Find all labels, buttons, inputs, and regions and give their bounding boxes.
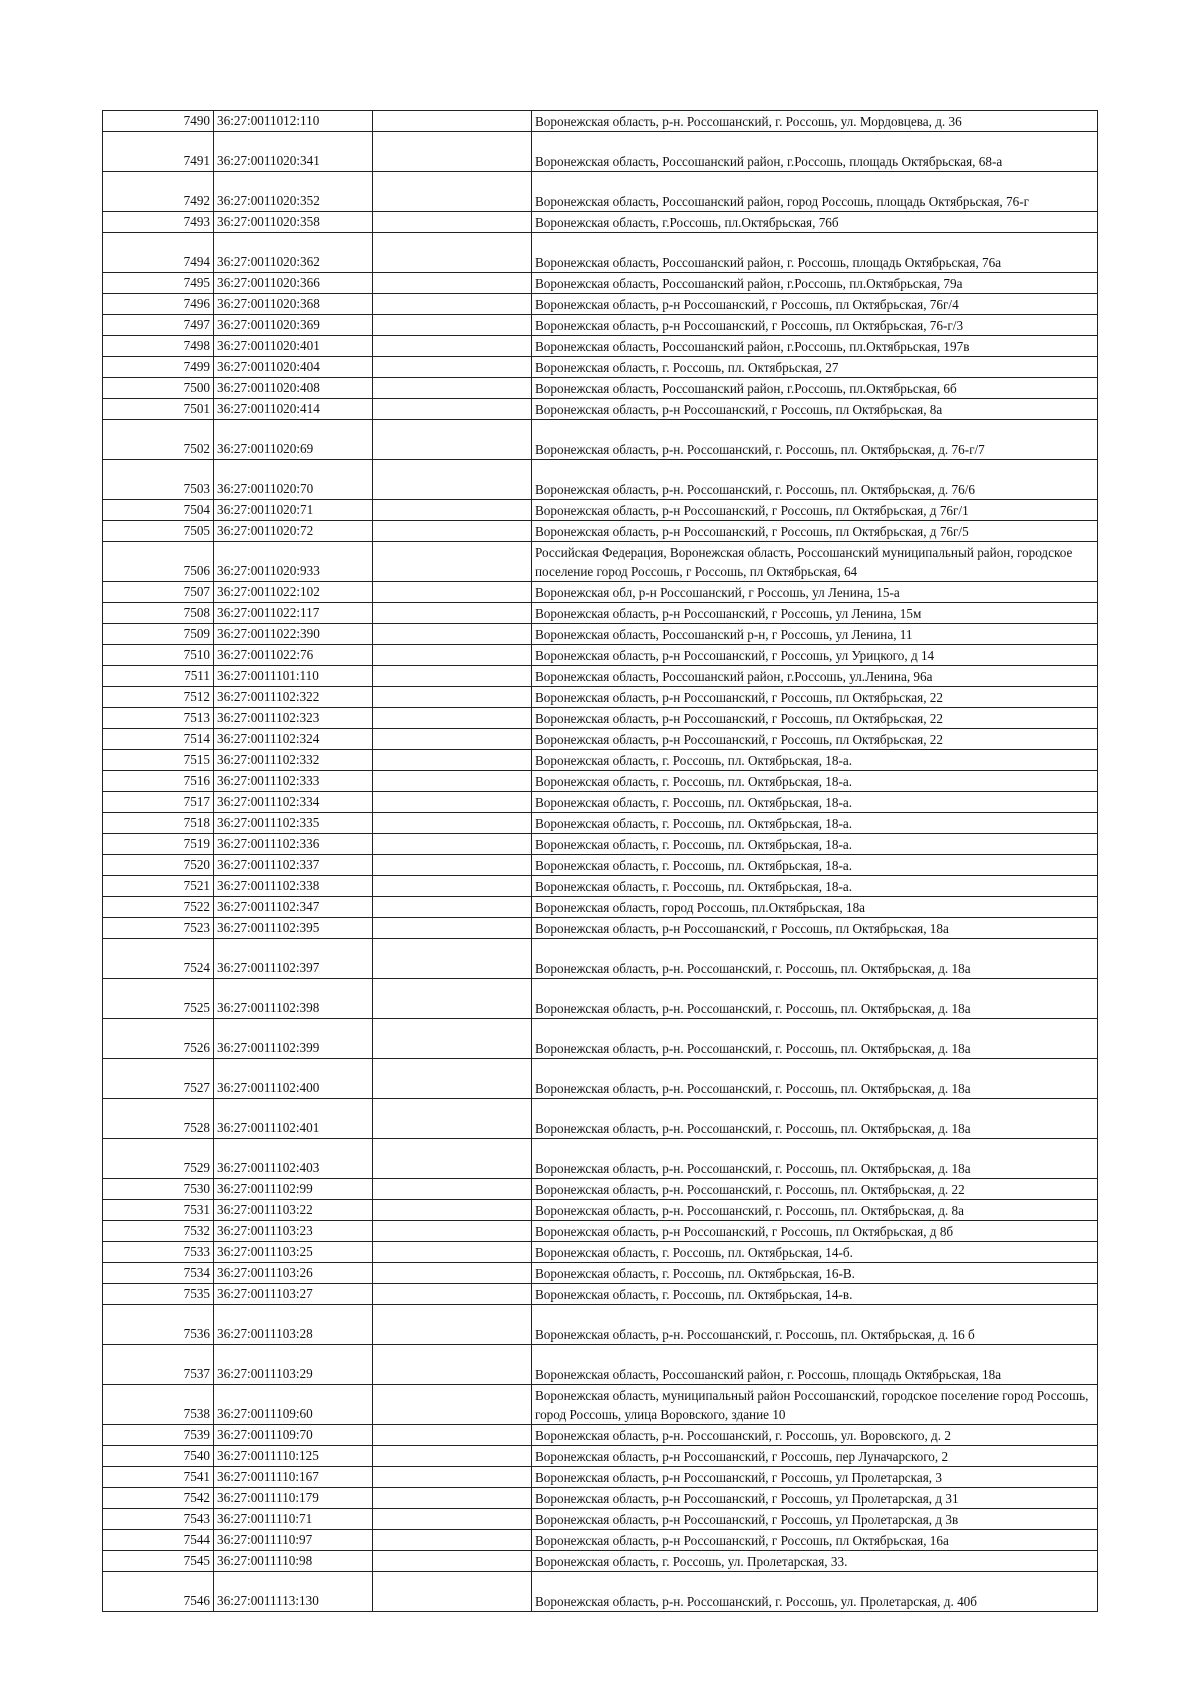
table-row [103,1284,1098,1305]
cadastral-number-cell: 36:27:0011110:97 [214,1530,373,1551]
address-cell: Воронежская область, Россошанский район, г.Россошь, пл.Октябрьская, 79а [532,273,1098,294]
empty-cell [373,1509,532,1530]
empty-cell [373,1059,532,1099]
registry-table-body [103,111,1098,1612]
cadastral-number-cell: 36:27:0011020:72 [214,521,373,542]
empty-cell [373,876,532,897]
row-number-cell: 7490 [103,111,214,132]
row-number-cell: 7524 [103,939,214,979]
address-cell: Воронежская область, муниципальный район Россошанский, городское поселение город Россошь, город Россошь, улица Воровского, здание 10 [532,1385,1098,1425]
empty-cell [373,834,532,855]
table-row [103,1179,1098,1200]
cadastral-number-cell: 36:27:0011102:338 [214,876,373,897]
table-row [103,172,1098,212]
cadastral-number-cell: 36:27:0011110:98 [214,1551,373,1572]
row-number-cell: 7507 [103,582,214,603]
address-cell: Воронежская область, Россошанский район, г.Россошь, пл.Октябрьская, 197в [532,336,1098,357]
empty-cell [373,294,532,315]
table-row [103,792,1098,813]
cadastral-number-cell: 36:27:0011022:102 [214,582,373,603]
empty-cell [373,111,532,132]
cadastral-number-cell: 36:27:0011020:352 [214,172,373,212]
empty-cell [373,708,532,729]
row-number-cell: 7539 [103,1425,214,1446]
row-number-cell: 7517 [103,792,214,813]
empty-cell [373,1572,532,1612]
table-row [103,1509,1098,1530]
table-row [103,645,1098,666]
empty-cell [373,233,532,273]
row-number-cell: 7520 [103,855,214,876]
empty-cell [373,897,532,918]
table-row [103,771,1098,792]
cadastral-number-cell: 36:27:0011103:27 [214,1284,373,1305]
empty-cell [373,1221,532,1242]
row-number-cell: 7504 [103,500,214,521]
address-cell: Воронежская область, р-н. Россошанский, г. Россошь, ул. Воровского, д. 2 [532,1425,1098,1446]
address-cell: Воронежская область, г. Россошь, пл. Октябрьская, 27 [532,357,1098,378]
empty-cell [373,1284,532,1305]
address-cell: Воронежская область, р-н Россошанский, г Россошь, пл Октябрьская, д 76г/5 [532,521,1098,542]
address-cell: Воронежская область, р-н. Россошанский, г. Россошь, ул. Пролетарская, д. 40б [532,1572,1098,1612]
empty-cell [373,500,532,521]
row-number-cell: 7521 [103,876,214,897]
table-row [103,750,1098,771]
address-cell: Воронежская область, р-н Россошанский, г Россошь, ул Ленина, 15м [532,603,1098,624]
row-number-cell: 7498 [103,336,214,357]
empty-cell [373,378,532,399]
row-number-cell: 7501 [103,399,214,420]
empty-cell [373,1099,532,1139]
cadastral-number-cell: 36:27:0011103:29 [214,1345,373,1385]
address-cell: Воронежская область, г. Россошь, пл. Октябрьская, 14-в. [532,1284,1098,1305]
table-row [103,918,1098,939]
row-number-cell: 7535 [103,1284,214,1305]
empty-cell [373,624,532,645]
row-number-cell: 7493 [103,212,214,233]
row-number-cell: 7509 [103,624,214,645]
address-cell: Воронежская область, г. Россошь, пл. Октябрьская, 18-а. [532,834,1098,855]
address-cell: Воронежская область, г. Россошь, пл. Октябрьская, 14-б. [532,1242,1098,1263]
cadastral-number-cell: 36:27:0011102:337 [214,855,373,876]
address-cell: Воронежская область, г. Россошь, ул. Пролетарская, 33. [532,1551,1098,1572]
table-row [103,582,1098,603]
empty-cell [373,750,532,771]
row-number-cell: 7531 [103,1200,214,1221]
address-cell: Российская Федерация, Воронежская область, Россошанский муниципальный район, городское поселение город Россошь, г Россошь, пл Октябрьская, 64 [532,542,1098,582]
cadastral-number-cell: 36:27:0011102:334 [214,792,373,813]
address-cell: Воронежская область, р-н Россошанский, г Россошь, пл Октябрьская, 18а [532,918,1098,939]
row-number-cell: 7542 [103,1488,214,1509]
address-cell: Воронежская область, р-н. Россошанский, г. Россошь, пл. Октябрьская, д. 8а [532,1200,1098,1221]
address-cell: Воронежская область, р-н. Россошанский, г. Россошь, пл. Октябрьская, д. 76-г/7 [532,420,1098,460]
empty-cell [373,132,532,172]
address-cell: Воронежская область, Россошанский район, г. Россошь, площадь Октябрьская, 18а [532,1345,1098,1385]
cadastral-number-cell: 36:27:0011020:369 [214,315,373,336]
table-row [103,1263,1098,1284]
row-number-cell: 7525 [103,979,214,1019]
row-number-cell: 7544 [103,1530,214,1551]
cadastral-number-cell: 36:27:0011020:366 [214,273,373,294]
empty-cell [373,460,532,500]
cadastral-number-cell: 36:27:0011102:397 [214,939,373,979]
empty-cell [373,1425,532,1446]
address-cell: Воронежская область, г.Россошь, пл.Октябрьская, 76б [532,212,1098,233]
address-cell: Воронежская область, р-н. Россошанский, г. Россошь, пл. Октябрьская, д. 16 б [532,1305,1098,1345]
empty-cell [373,521,532,542]
cadastral-number-cell: 36:27:0011102:400 [214,1059,373,1099]
row-number-cell: 7526 [103,1019,214,1059]
empty-cell [373,172,532,212]
address-cell: Воронежская область, г. Россошь, пл. Октябрьская, 18-а. [532,792,1098,813]
address-cell: Воронежская область, Россошанский р-н, г Россошь, ул Ленина, 11 [532,624,1098,645]
cadastral-number-cell: 36:27:0011020:408 [214,378,373,399]
cadastral-number-cell: 36:27:0011102:335 [214,813,373,834]
table-row [103,603,1098,624]
table-row [103,1572,1098,1612]
row-number-cell: 7503 [103,460,214,500]
row-number-cell: 7518 [103,813,214,834]
address-cell: Воронежская область, г. Россошь, пл. Октябрьская, 18-а. [532,750,1098,771]
row-number-cell: 7510 [103,645,214,666]
address-cell: Воронежская область, р-н. Россошанский, г. Россошь, пл. Октябрьская, д. 18а [532,979,1098,1019]
empty-cell [373,212,532,233]
cadastral-number-cell: 36:27:0011102:99 [214,1179,373,1200]
address-cell: Воронежская область, Россошанский район, город Россошь, площадь Октябрьская, 76-г [532,172,1098,212]
cadastral-number-cell: 36:27:0011102:398 [214,979,373,1019]
address-cell: Воронежская область, р-н Россошанский, г Россошь, ул Пролетарская, д 31 [532,1488,1098,1509]
table-row [103,399,1098,420]
row-number-cell: 7536 [103,1305,214,1345]
address-cell: Воронежская область, г. Россошь, пл. Октябрьская, 18-а. [532,855,1098,876]
address-cell: Воронежская область, Россошанский район, г. Россошь, площадь Октябрьская, 76а [532,233,1098,273]
address-cell: Воронежская область, р-н. Россошанский, г. Россошь, пл. Октябрьская, д. 22 [532,1179,1098,1200]
row-number-cell: 7523 [103,918,214,939]
row-number-cell: 7546 [103,1572,214,1612]
cadastral-number-cell: 36:27:0011102:401 [214,1099,373,1139]
empty-cell [373,1551,532,1572]
address-cell: Воронежская область, р-н. Россошанский, г. Россошь, ул. Мордовцева, д. 36 [532,111,1098,132]
cadastral-number-cell: 36:27:0011020:341 [214,132,373,172]
table-row [103,813,1098,834]
cadastral-number-cell: 36:27:0011102:347 [214,897,373,918]
table-row [103,1242,1098,1263]
cadastral-number-cell: 36:27:0011102:333 [214,771,373,792]
table-row [103,1467,1098,1488]
address-cell: Воронежская область, р-н Россошанский, г Россошь, пл Октябрьская, 16а [532,1530,1098,1551]
row-number-cell: 7508 [103,603,214,624]
address-cell: Воронежская область, р-н. Россошанский, г. Россошь, пл. Октябрьская, д. 18а [532,1059,1098,1099]
row-number-cell: 7515 [103,750,214,771]
registry-table [102,110,1098,1612]
row-number-cell: 7529 [103,1139,214,1179]
row-number-cell: 7528 [103,1099,214,1139]
cadastral-number-cell: 36:27:0011102:324 [214,729,373,750]
empty-cell [373,1488,532,1509]
address-cell: Воронежская область, Россошанский район, г.Россошь, ул.Ленина, 96а [532,666,1098,687]
cadastral-number-cell: 36:27:0011102:399 [214,1019,373,1059]
row-number-cell: 7534 [103,1263,214,1284]
cadastral-number-cell: 36:27:0011020:358 [214,212,373,233]
table-row [103,1139,1098,1179]
empty-cell [373,813,532,834]
cadastral-number-cell: 36:27:0011102:332 [214,750,373,771]
address-cell: Воронежская область, р-н Россошанский, г Россошь, пл Октябрьская, 76-г/3 [532,315,1098,336]
table-row [103,729,1098,750]
empty-cell [373,273,532,294]
address-cell: Воронежская область, р-н Россошанский, г Россошь, пл Октябрьская, д 76г/1 [532,500,1098,521]
table-row [103,336,1098,357]
cadastral-number-cell: 36:27:0011020:414 [214,399,373,420]
row-number-cell: 7527 [103,1059,214,1099]
table-row [103,233,1098,273]
cadastral-number-cell: 36:27:0011103:26 [214,1263,373,1284]
empty-cell [373,582,532,603]
empty-cell [373,603,532,624]
empty-cell [373,918,532,939]
row-number-cell: 7532 [103,1221,214,1242]
row-number-cell: 7538 [103,1385,214,1425]
row-number-cell: 7506 [103,542,214,582]
empty-cell [373,729,532,750]
empty-cell [373,645,532,666]
cadastral-number-cell: 36:27:0011110:167 [214,1467,373,1488]
table-row [103,378,1098,399]
row-number-cell: 7491 [103,132,214,172]
empty-cell [373,979,532,1019]
empty-cell [373,1530,532,1551]
address-cell: Воронежская область, г. Россошь, пл. Октябрьская, 18-а. [532,771,1098,792]
table-row [103,666,1098,687]
row-number-cell: 7519 [103,834,214,855]
row-number-cell: 7514 [103,729,214,750]
table-row [103,1551,1098,1572]
empty-cell [373,939,532,979]
row-number-cell: 7530 [103,1179,214,1200]
table-row [103,1385,1098,1425]
row-number-cell: 7541 [103,1467,214,1488]
table-row [103,979,1098,1019]
address-cell: Воронежская область, Россошанский район, г.Россошь, пл.Октябрьская, 6б [532,378,1098,399]
address-cell: Воронежская область, город Россошь, пл.Октябрьская, 18а [532,897,1098,918]
table-row [103,542,1098,582]
cadastral-number-cell: 36:27:0011109:60 [214,1385,373,1425]
address-cell: Воронежская область, р-н Россошанский, г Россошь, пл Октябрьская, 22 [532,708,1098,729]
address-cell: Воронежская область, р-н. Россошанский, г. Россошь, пл. Октябрьская, д. 18а [532,939,1098,979]
table-row [103,687,1098,708]
cadastral-number-cell: 36:27:0011020:71 [214,500,373,521]
row-number-cell: 7513 [103,708,214,729]
empty-cell [373,792,532,813]
cadastral-number-cell: 36:27:0011103:28 [214,1305,373,1345]
empty-cell [373,855,532,876]
empty-cell [373,542,532,582]
table-row [103,1305,1098,1345]
cadastral-number-cell: 36:27:0011102:323 [214,708,373,729]
empty-cell [373,666,532,687]
table-row [103,1019,1098,1059]
empty-cell [373,1446,532,1467]
empty-cell [373,420,532,460]
table-row [103,111,1098,132]
empty-cell [373,1345,532,1385]
empty-cell [373,399,532,420]
address-cell: Воронежская область, р-н. Россошанский, г. Россошь, пл. Октябрьская, д. 18а [532,1139,1098,1179]
table-row [103,1200,1098,1221]
table-row [103,132,1098,172]
row-number-cell: 7537 [103,1345,214,1385]
table-row [103,212,1098,233]
empty-cell [373,1200,532,1221]
address-cell: Воронежская область, г. Россошь, пл. Октябрьская, 18-а. [532,876,1098,897]
address-cell: Воронежская область, р-н Россошанский, г Россошь, пл Октябрьская, д 8б [532,1221,1098,1242]
address-cell: Воронежская область, р-н. Россошанский, г. Россошь, пл. Октябрьская, д. 18а [532,1099,1098,1139]
cadastral-number-cell: 36:27:0011022:390 [214,624,373,645]
address-cell: Воронежская область, р-н Россошанский, г Россошь, пер Луначарского, 2 [532,1446,1098,1467]
address-cell: Воронежская область, Россошанский район, г.Россошь, площадь Октябрьская, 68-а [532,132,1098,172]
empty-cell [373,1467,532,1488]
empty-cell [373,315,532,336]
row-number-cell: 7543 [103,1509,214,1530]
address-cell: Воронежская обл, р-н Россошанский, г Россошь, ул Ленина, 15-а [532,582,1098,603]
address-cell: Воронежская область, р-н Россошанский, г Россошь, ул Урицкого, д 14 [532,645,1098,666]
table-row [103,855,1098,876]
table-row [103,500,1098,521]
cadastral-number-cell: 36:27:0011102:336 [214,834,373,855]
cadastral-number-cell: 36:27:0011020:401 [214,336,373,357]
cadastral-number-cell: 36:27:0011101:110 [214,666,373,687]
cadastral-number-cell: 36:27:0011103:25 [214,1242,373,1263]
cadastral-number-cell: 36:27:0011020:368 [214,294,373,315]
table-row [103,1345,1098,1385]
empty-cell [373,687,532,708]
address-cell: Воронежская область, р-н. Россошанский, г. Россошь, пл. Октябрьская, д. 76/6 [532,460,1098,500]
address-cell: Воронежская область, г. Россошь, пл. Октябрьская, 18-а. [532,813,1098,834]
address-cell: Воронежская область, р-н. Россошанский, г. Россошь, пл. Октябрьская, д. 18а [532,1019,1098,1059]
row-number-cell: 7499 [103,357,214,378]
cadastral-number-cell: 36:27:0011022:117 [214,603,373,624]
address-cell: Воронежская область, р-н Россошанский, г Россошь, пл Октябрьская, 8а [532,399,1098,420]
table-row [103,1425,1098,1446]
empty-cell [373,771,532,792]
row-number-cell: 7502 [103,420,214,460]
table-row [103,708,1098,729]
cadastral-number-cell: 36:27:0011103:22 [214,1200,373,1221]
cadastral-number-cell: 36:27:0011113:130 [214,1572,373,1612]
cadastral-number-cell: 36:27:0011022:76 [214,645,373,666]
row-number-cell: 7496 [103,294,214,315]
address-cell: Воронежская область, г. Россошь, пл. Октябрьская, 16-В. [532,1263,1098,1284]
row-number-cell: 7540 [103,1446,214,1467]
table-row [103,420,1098,460]
cadastral-number-cell: 36:27:0011020:933 [214,542,373,582]
empty-cell [373,1019,532,1059]
address-cell: Воронежская область, р-н Россошанский, г Россошь, пл Октябрьская, 22 [532,729,1098,750]
table-row [103,876,1098,897]
row-number-cell: 7522 [103,897,214,918]
address-cell: Воронежская область, р-н Россошанский, г Россошь, пл Октябрьская, 22 [532,687,1098,708]
empty-cell [373,357,532,378]
table-row [103,1446,1098,1467]
row-number-cell: 7511 [103,666,214,687]
cadastral-number-cell: 36:27:0011102:403 [214,1139,373,1179]
cadastral-number-cell: 36:27:0011109:70 [214,1425,373,1446]
row-number-cell: 7512 [103,687,214,708]
table-row [103,315,1098,336]
empty-cell [373,1139,532,1179]
address-cell: Воронежская область, р-н Россошанский, г Россошь, ул Пролетарская, д 3в [532,1509,1098,1530]
cadastral-number-cell: 36:27:0011020:404 [214,357,373,378]
row-number-cell: 7505 [103,521,214,542]
address-cell: Воронежская область, р-н Россошанский, г Россошь, пл Октябрьская, 76г/4 [532,294,1098,315]
row-number-cell: 7533 [103,1242,214,1263]
cadastral-number-cell: 36:27:0011110:125 [214,1446,373,1467]
cadastral-number-cell: 36:27:0011110:71 [214,1509,373,1530]
table-row [103,1059,1098,1099]
cadastral-number-cell: 36:27:0011110:179 [214,1488,373,1509]
cadastral-number-cell: 36:27:0011020:362 [214,233,373,273]
address-cell: Воронежская область, р-н Россошанский, г Россошь, ул Пролетарская, 3 [532,1467,1098,1488]
table-row [103,273,1098,294]
empty-cell [373,1179,532,1200]
row-number-cell: 7516 [103,771,214,792]
empty-cell [373,1263,532,1284]
table-row [103,521,1098,542]
table-row [103,357,1098,378]
table-row [103,294,1098,315]
cadastral-number-cell: 36:27:0011012:110 [214,111,373,132]
table-row [103,939,1098,979]
empty-cell [373,1385,532,1425]
row-number-cell: 7500 [103,378,214,399]
table-row [103,1530,1098,1551]
table-row [103,460,1098,500]
empty-cell [373,336,532,357]
table-row [103,1099,1098,1139]
table-row [103,1221,1098,1242]
row-number-cell: 7494 [103,233,214,273]
cadastral-number-cell: 36:27:0011020:69 [214,420,373,460]
table-row [103,1488,1098,1509]
cadastral-number-cell: 36:27:0011102:395 [214,918,373,939]
cadastral-number-cell: 36:27:0011020:70 [214,460,373,500]
row-number-cell: 7495 [103,273,214,294]
row-number-cell: 7492 [103,172,214,212]
table-row [103,834,1098,855]
table-row [103,897,1098,918]
table-row [103,624,1098,645]
row-number-cell: 7497 [103,315,214,336]
cadastral-number-cell: 36:27:0011102:322 [214,687,373,708]
cadastral-number-cell: 36:27:0011103:23 [214,1221,373,1242]
empty-cell [373,1242,532,1263]
empty-cell [373,1305,532,1345]
row-number-cell: 7545 [103,1551,214,1572]
